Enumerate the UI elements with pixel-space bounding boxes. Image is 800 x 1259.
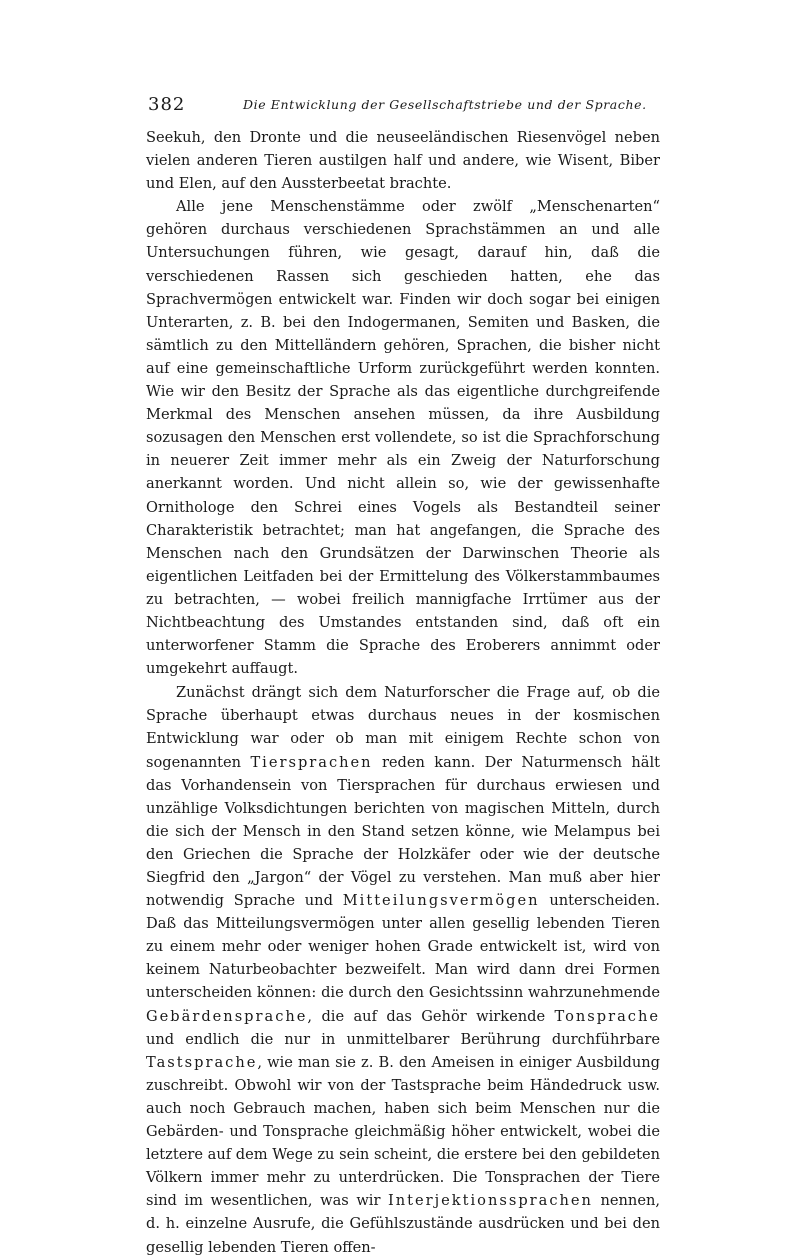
emphasis-interjektionssprachen: Interjektionssprachen	[387, 1192, 593, 1210]
emphasis-tonsprache: Tonsprache	[554, 1007, 660, 1025]
emphasis-tastsprache: Tastsprache	[146, 1053, 258, 1071]
emphasis-gebaerdensprache: Gebärdensprache	[146, 1007, 308, 1025]
paragraph-3-text: und endlich die nur in unmittelbarer Berührung durchführbare	[146, 1030, 660, 1048]
paragraph-3-text: Zunächst drängt sich dem Naturforscher die Frage auf, ob die Sprache überhaupt etwas durchaus neues in der kosmischen Entwicklung war oder ob man mit einigem Rechte schon von sogenannten	[146, 684, 660, 771]
paragraph-3-text: nennen, d. h. einzelne Ausrufe, die Gefühlszustände ausdrücken und bei den gesellig lebenden Tieren offen-	[146, 1192, 660, 1256]
paragraph-3-text: , die auf das Gehör wirkende	[307, 1007, 555, 1025]
paragraph-3-text: , wie man sie z. B. den Ameisen in einiger Ausbildung zuschreibt. Obwohl wir von der Tastsprache beim Händedruck usw. auch noch Gebrauch machen, haben sich beim Menschen nur die Gebärden- und Tonsprache gleichmäßig höher entwickelt, wobei die letztere auf dem Wege zu sein scheint, die erstere bei den gebildeten Völkern immer mehr zu unterdrücken. Die Tonsprachen der Tiere sind im wesentlichen, was wir	[146, 1053, 660, 1210]
running-title: Die Entwicklung der Gesellschaftstriebe und der Sprache.	[243, 97, 647, 112]
paragraph-3-text: reden kann. Der Naturmensch hält das Vorhandensein von Tiersprachen für durchaus erwiesen und unzählige Volksdichtungen berichten von magischen Mitteln, durch die sich der Mensch in den Stand setzen könne, wie Melampus bei den Griechen die Sprache der Holzkäfer oder wie der deutsche Siegfrid den „Jargon“ der Vögel zu verstehen. Man muß aber hier notwendig Sprache und	[146, 753, 660, 910]
paragraph-3-text: unterscheiden. Daß das Mitteilungsvermögen unter allen gesellig lebenden Tieren zu einem mehr oder weniger hohen Grade entwickelt ist, wird von keinem Naturbeobachter bezweifelt. Man wird dann drei Formen unterscheiden können: die durch den Gesichtssinn wahrzunehmende	[146, 892, 660, 1002]
emphasis-tiersprachen: Tiersprachen	[250, 753, 373, 771]
page-header	[148, 94, 668, 120]
paragraph-2: Alle jene Menschenstämme oder zwölf „Menschenarten“ gehören durchaus verschiedenen Sprachstämmen an und alle Untersuchungen führen, wie gesagt, darauf hin, daß die verschiedenen Rassen sich geschieden hatten, ehe das Sprachvermögen entwickelt war. Finden wir doch sogar bei einigen Unterarten, z. B. bei den Indogermanen, Semiten und Basken, die sämtlich zu den Mittelländern gehören, Sprachen, die bisher nicht auf eine gemeinschaftliche Urform zurückgeführt werden konnten. Wie wir den Besitz der Sprache als das eigentliche durchgreifende Merkmal des Menschen ansehen müssen, da ihre Ausbildung sozusagen den Menschen erst vollendete, so ist die Sprachforschung in neuerer Zeit immer mehr als ein Zweig der Naturforschung anerkannt worden. Und nicht allein so, wie der gewissenhafte Ornithologe den Schrei eines Vogels als Bestandteil seiner Charakteristik betrachtet; man hat angefangen, die Sprache des Menschen nach den Grundsätzen der Darwinschen Theorie als eigentlichen Leitfaden bei der Ermittelung des Völkerstammbaumes zu betrachten, — wobei freilich mannigfache Irrtümer aus der Nichtbeachtung des Umstandes entstanden sind, daß oft ein unterworfener Stamm die Sprache des Eroberers annimmt oder umgekehrt auffaugt.	[146, 198, 660, 678]
page-number: 382	[148, 94, 186, 115]
body-text	[146, 126, 660, 1259]
paragraph-1: Seekuh, den Dronte und die neuseeländischen Riesenvögel neben vielen anderen Tieren austilgen half und andere, wie Wisent, Biber und Elen, auf den Aussterbeetat brachte.	[146, 129, 660, 193]
emphasis-mitteilungsvermoegen: Mitteilungsvermögen	[342, 892, 540, 910]
paragraph-3	[146, 681, 660, 1258]
